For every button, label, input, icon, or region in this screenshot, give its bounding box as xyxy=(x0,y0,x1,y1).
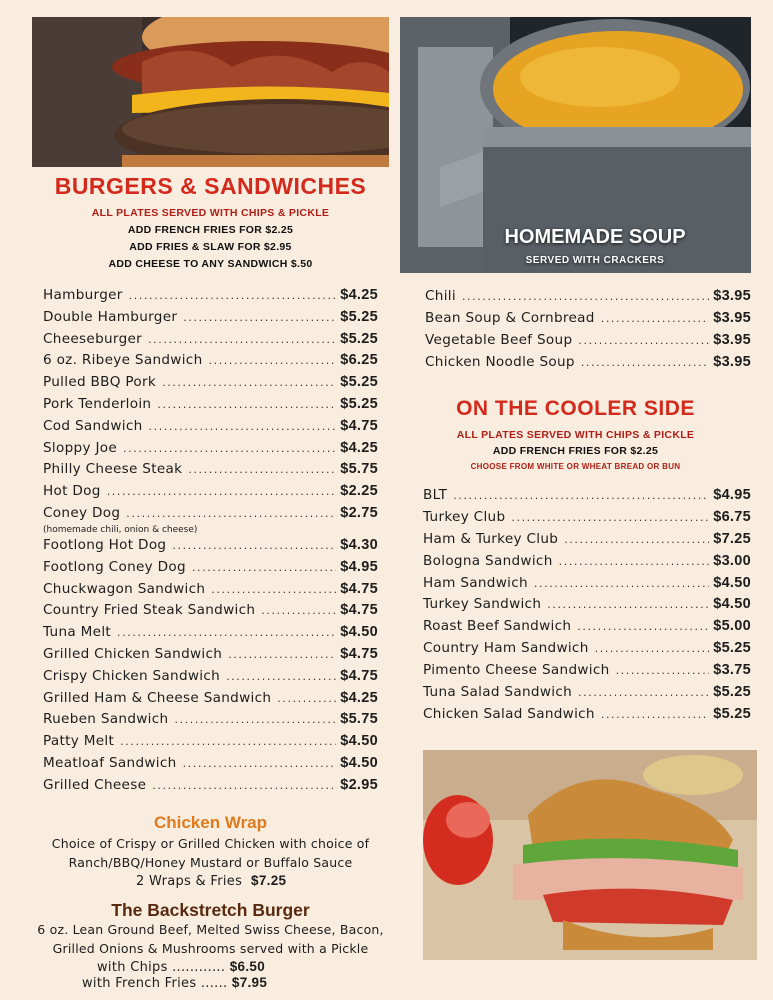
menu-item: Roast Beef Sandwich ..... $5.00 xyxy=(423,618,751,640)
menu-item: Bean Soup & Cornbread ..... $3.95 xyxy=(425,310,751,332)
menu-item: Grilled Cheese ..... $2.95 xyxy=(43,777,378,799)
soup-menu-list xyxy=(425,288,751,376)
burgers-menu-list xyxy=(43,287,378,799)
menu-item: Grilled Chicken Sandwich ..... $4.75 xyxy=(43,646,378,668)
burger-photo xyxy=(32,17,389,167)
menu-item: Double Hamburger ..... $5.25 xyxy=(43,309,378,331)
backstretch-desc-2: Grilled Onions & Mushrooms served with a Pickle xyxy=(52,941,369,956)
menu-item: Cheeseburger ..... $5.25 xyxy=(43,331,378,353)
menu-item: Rueben Sandwich ..... $5.75 xyxy=(43,711,378,733)
menu-item: Chicken Noodle Soup ..... $3.95 xyxy=(425,354,751,376)
coney-dog-note: (homemade chili, onion & cheese) xyxy=(43,524,198,535)
menu-item: Bologna Sandwich ..... $3.00 xyxy=(423,553,751,575)
menu-item: Turkey Club ..... $6.75 xyxy=(423,509,751,531)
menu-item: Ham Sandwich ..... $4.50 xyxy=(423,575,751,597)
menu-item: Country Fried Steak Sandwich ..... $4.75 xyxy=(43,602,378,624)
burgers-note-plates: ALL PLATES SERVED WITH CHIPS & PICKLE xyxy=(91,207,330,219)
chicken-wrap-desc-1: Choice of Crispy or Grilled Chicken with choice of xyxy=(51,836,370,851)
menu-item: Coney Dog ..... $2.75 xyxy=(43,505,378,524)
menu-item: Pulled BBQ Pork ..... $5.25 xyxy=(43,374,378,396)
soup-title: HOMEMADE SOUP xyxy=(504,226,686,248)
chicken-wrap-desc-2: Ranch/BBQ/Honey Mustard or Buffalo Sauce xyxy=(68,855,353,870)
menu-item: Pork Tenderloin ..... $5.25 xyxy=(43,396,378,418)
menu-item: Crispy Chicken Sandwich ..... $4.75 xyxy=(43,668,378,690)
menu-item: Footlong Hot Dog ..... $4.30 xyxy=(43,537,378,559)
burgers-note-fries-slaw: ADD FRIES & SLAW FOR $2.95 xyxy=(129,241,292,253)
menu-item: Ham & Turkey Club ..... $7.25 xyxy=(423,531,751,553)
backstretch-desc-1: 6 oz. Lean Ground Beef, Melted Swiss Cheese, Bacon, xyxy=(37,922,384,937)
menu-item: Hamburger ..... $4.25 xyxy=(43,287,378,309)
burgers-note-fries: ADD FRENCH FRIES FOR $2.25 xyxy=(127,224,294,236)
menu-item: BLT ..... $4.95 xyxy=(423,487,751,509)
burgers-note-cheese: ADD CHEESE TO ANY SANDWICH $.50 xyxy=(108,258,313,270)
menu-item: Patty Melt ..... $4.50 xyxy=(43,733,378,755)
menu-item: Grilled Ham & Cheese Sandwich ..... $4.25 xyxy=(43,690,378,712)
soup-subtitle: SERVED WITH CRACKERS xyxy=(525,255,665,266)
menu-item: Turkey Sandwich ..... $4.50 xyxy=(423,596,751,618)
cooler-note-fries: ADD FRENCH FRIES FOR $2.25 xyxy=(492,445,659,457)
cooler-menu-list xyxy=(423,487,751,728)
menu-item: Cod Sandwich ..... $4.75 xyxy=(43,418,378,440)
menu-item: Country Ham Sandwich ..... $5.25 xyxy=(423,640,751,662)
menu-item: Tuna Melt ..... $4.50 xyxy=(43,624,378,646)
chicken-wrap-title: Chicken Wrap xyxy=(153,813,268,832)
menu-item: Sloppy Joe ..... $4.25 xyxy=(43,440,378,462)
menu-item: Hot Dog ..... $2.25 xyxy=(43,483,378,505)
cooler-note-bread: CHOOSE FROM WHITE OR WHEAT BREAD OR BUN xyxy=(470,462,681,471)
menu-item: Chili ..... $3.95 xyxy=(425,288,751,310)
menu-item: Pimento Cheese Sandwich ..... $3.75 xyxy=(423,662,751,684)
cooler-section-title: ON THE COOLER SIDE xyxy=(456,397,695,420)
cooler-note-plates: ALL PLATES SERVED WITH CHIPS & PICKLE xyxy=(456,429,695,441)
backstretch-fries-line: with French Fries ...... $7.95 xyxy=(82,975,268,991)
menu-item: Meatloaf Sandwich ..... $4.50 xyxy=(43,755,378,777)
menu-item: 6 oz. Ribeye Sandwich ..... $6.25 xyxy=(43,352,378,374)
menu-item: Footlong Coney Dog ..... $4.95 xyxy=(43,559,378,581)
menu-item: Philly Cheese Steak ..... $5.75 xyxy=(43,461,378,483)
menu-item: Vegetable Beef Soup ..... $3.95 xyxy=(425,332,751,354)
menu-item: Chuckwagon Sandwich ..... $4.75 xyxy=(43,581,378,603)
backstretch-chips-line: with Chips ............ $6.50 xyxy=(97,959,266,975)
backstretch-burger-title: The Backstretch Burger xyxy=(111,900,310,920)
burgers-section-title: BURGERS & SANDWICHES xyxy=(54,173,367,199)
sandwich-photo xyxy=(423,750,757,960)
chicken-wrap-price-line: 2 Wraps & Fries $7.25 xyxy=(136,873,287,889)
menu-item: Chicken Salad Sandwich ..... $5.25 xyxy=(423,706,751,728)
menu-item: Tuna Salad Sandwich ..... $5.25 xyxy=(423,684,751,706)
